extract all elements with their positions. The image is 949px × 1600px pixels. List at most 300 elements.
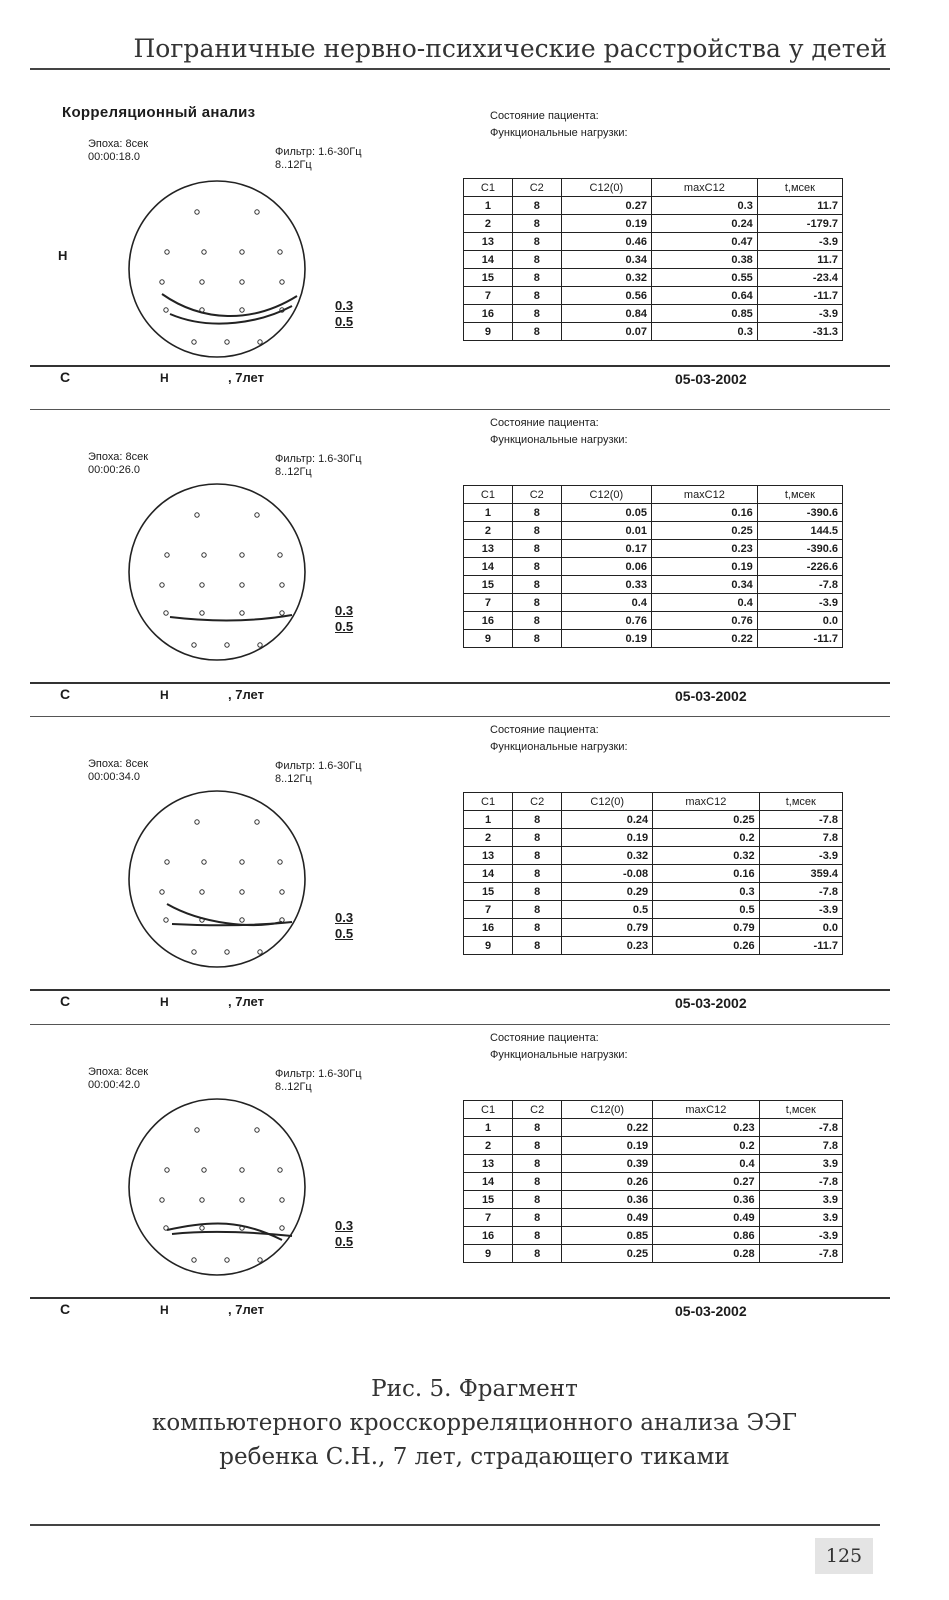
table-header-row bbox=[464, 1101, 843, 1119]
caption-line-3: ребенка С.Н., 7 лет, страдающего тиками bbox=[219, 1444, 730, 1470]
scale-value-bottom: 0.5 bbox=[335, 926, 354, 941]
column-header: С2 bbox=[513, 1101, 562, 1119]
electrode-marker bbox=[280, 1226, 284, 1230]
head-outline bbox=[129, 791, 305, 967]
table-cell: 0.0 bbox=[759, 919, 842, 937]
table-row bbox=[464, 901, 843, 919]
epoch-block bbox=[88, 138, 148, 164]
table-cell: 13 bbox=[464, 1155, 513, 1173]
table-cell: 359.4 bbox=[759, 865, 842, 883]
table-row bbox=[464, 612, 843, 630]
table-row bbox=[464, 233, 843, 251]
table-cell: 0.76 bbox=[651, 612, 757, 630]
epoch-label: Эпоха: 8сек bbox=[88, 758, 149, 770]
table-cell: 0.2 bbox=[653, 1137, 759, 1155]
record-date: 05-03-2002 bbox=[675, 995, 747, 1011]
table-cell: 0.19 bbox=[562, 829, 653, 847]
table-cell: -11.7 bbox=[757, 630, 842, 648]
electrode-marker bbox=[240, 860, 244, 864]
table-cell: 8 bbox=[513, 901, 562, 919]
table-cell: 0.64 bbox=[651, 287, 757, 305]
table-cell: -390.6 bbox=[757, 504, 842, 522]
table-cell: -11.7 bbox=[757, 287, 842, 305]
epoch-label: Эпоха: 8сек bbox=[88, 1066, 149, 1078]
table-cell: 0.32 bbox=[561, 269, 651, 287]
table-cell: 0.19 bbox=[561, 215, 651, 233]
table-cell: 0.86 bbox=[653, 1227, 759, 1245]
epoch-block bbox=[88, 1066, 148, 1092]
table-cell: 0.23 bbox=[653, 1119, 759, 1137]
table-cell: -7.8 bbox=[759, 883, 842, 901]
status-block bbox=[490, 722, 628, 756]
scale-value-bottom: 0.5 bbox=[335, 314, 354, 329]
correlation-link-line bbox=[172, 1232, 292, 1236]
correlation-table bbox=[463, 792, 843, 955]
electrode-marker bbox=[280, 890, 284, 894]
electrode-marker bbox=[200, 890, 204, 894]
electrode-marker bbox=[164, 308, 168, 312]
electrode-marker bbox=[240, 611, 244, 615]
electrode-marker bbox=[202, 250, 206, 254]
table-cell: 0.3 bbox=[651, 197, 757, 215]
table-cell: 0.3 bbox=[653, 883, 759, 901]
electrode-marker bbox=[255, 820, 259, 824]
table-cell: 7.8 bbox=[759, 1137, 842, 1155]
table-cell: 0.36 bbox=[653, 1191, 759, 1209]
electrode-marker bbox=[192, 643, 196, 647]
electrode-marker bbox=[240, 918, 244, 922]
table-cell: 8 bbox=[513, 1155, 562, 1173]
table-cell: 8 bbox=[513, 811, 562, 829]
scale-value-top: 0.3 bbox=[335, 603, 354, 618]
table-cell: 0.19 bbox=[562, 1137, 653, 1155]
table-cell: 7 bbox=[464, 1209, 513, 1227]
electrode-marker bbox=[240, 280, 244, 284]
table-cell: -11.7 bbox=[759, 937, 842, 955]
table-cell: 0.79 bbox=[562, 919, 653, 937]
table-row bbox=[464, 594, 843, 612]
table-row bbox=[464, 504, 843, 522]
table-cell: -23.4 bbox=[757, 269, 842, 287]
electrode-marker bbox=[165, 553, 169, 557]
electrode-marker bbox=[195, 513, 199, 517]
table-cell: 0.2 bbox=[653, 829, 759, 847]
table-cell: 0.23 bbox=[562, 937, 653, 955]
electrode-marker bbox=[202, 553, 206, 557]
patient-status-label: Состояние пациента: bbox=[490, 724, 599, 736]
table-cell: 3.9 bbox=[759, 1191, 842, 1209]
table-row bbox=[464, 558, 843, 576]
frequency-band: 8..12Гц bbox=[275, 773, 312, 785]
electrode-marker bbox=[240, 553, 244, 557]
table-cell: 0.34 bbox=[561, 251, 651, 269]
table-cell: -226.6 bbox=[757, 558, 842, 576]
patient-status-label: Состояние пациента: bbox=[490, 1032, 599, 1044]
table-row bbox=[464, 540, 843, 558]
table-cell: 0.32 bbox=[562, 847, 653, 865]
table-row bbox=[464, 829, 843, 847]
filter-label: Фильтр: 1.6-30Гц bbox=[275, 1068, 362, 1080]
scale-value-bottom: 0.5 bbox=[335, 619, 354, 634]
table-cell: 0.07 bbox=[561, 323, 651, 341]
table-cell: 1 bbox=[464, 504, 513, 522]
head-outline bbox=[129, 484, 305, 660]
table-cell: -179.7 bbox=[757, 215, 842, 233]
figure-caption bbox=[0, 1372, 949, 1474]
table-cell: -7.8 bbox=[759, 1119, 842, 1137]
electrode-marker bbox=[255, 1128, 259, 1132]
table-cell: 14 bbox=[464, 865, 513, 883]
table-cell: 7 bbox=[464, 901, 513, 919]
column-header: С1 bbox=[464, 1101, 513, 1119]
table-cell: 0.32 bbox=[653, 847, 759, 865]
table-cell: 8 bbox=[513, 1227, 562, 1245]
caption-line-1: Рис. 5. Фрагмент bbox=[371, 1376, 578, 1402]
table-cell: 3.9 bbox=[759, 1155, 842, 1173]
epoch-label: Эпоха: 8сек bbox=[88, 138, 149, 150]
electrode-marker bbox=[192, 340, 196, 344]
electrode-marker bbox=[200, 1198, 204, 1202]
table-cell: 15 bbox=[464, 269, 513, 287]
table-cell: 0.22 bbox=[651, 630, 757, 648]
electrode-marker bbox=[278, 860, 282, 864]
electrode-marker bbox=[225, 1258, 229, 1262]
table-cell: 7 bbox=[464, 594, 513, 612]
table-row bbox=[464, 1137, 843, 1155]
electrode-marker bbox=[165, 250, 169, 254]
patient-age: , 7лет bbox=[228, 370, 264, 385]
bottom-rule bbox=[30, 1524, 880, 1526]
table-cell: 16 bbox=[464, 1227, 513, 1245]
table-cell: 0.0 bbox=[757, 612, 842, 630]
electrode-head-diagram bbox=[122, 1092, 312, 1282]
table-cell: 7 bbox=[464, 287, 513, 305]
table-cell: 0.85 bbox=[562, 1227, 653, 1245]
electrode-marker bbox=[280, 611, 284, 615]
electrode-marker bbox=[160, 1198, 164, 1202]
footer-rule bbox=[30, 989, 890, 991]
column-header: t,мсек bbox=[757, 179, 842, 197]
table-cell: 8 bbox=[512, 305, 561, 323]
table-row bbox=[464, 1173, 843, 1191]
section-divider bbox=[30, 1024, 890, 1025]
column-header: С12(0) bbox=[561, 486, 651, 504]
column-header: maxC12 bbox=[653, 1101, 759, 1119]
table-cell: 0.26 bbox=[653, 937, 759, 955]
column-header: t,мсек bbox=[759, 1101, 842, 1119]
electrode-marker bbox=[225, 340, 229, 344]
electrode-marker bbox=[258, 1258, 262, 1262]
table-cell: 0.46 bbox=[561, 233, 651, 251]
table-cell: 0.25 bbox=[653, 811, 759, 829]
table-row bbox=[464, 883, 843, 901]
table-row bbox=[464, 865, 843, 883]
epoch-block bbox=[88, 451, 148, 477]
patient-initial-name: Н bbox=[160, 995, 169, 1009]
table-cell: -7.8 bbox=[757, 576, 842, 594]
table-cell: 8 bbox=[513, 937, 562, 955]
electrode-marker bbox=[195, 1128, 199, 1132]
electrode-marker bbox=[200, 280, 204, 284]
table-row bbox=[464, 269, 843, 287]
column-header: maxC12 bbox=[651, 179, 757, 197]
electrode-marker bbox=[192, 950, 196, 954]
table-cell: 13 bbox=[464, 540, 513, 558]
table-cell: 2 bbox=[464, 1137, 513, 1155]
column-header: С1 bbox=[464, 793, 513, 811]
correlation-link-line bbox=[170, 615, 292, 621]
table-cell: 8 bbox=[513, 919, 562, 937]
electrode-marker bbox=[280, 280, 284, 284]
table-cell: 0.17 bbox=[561, 540, 651, 558]
table-cell: 0.85 bbox=[651, 305, 757, 323]
table-cell: 13 bbox=[464, 233, 513, 251]
table-cell: -3.9 bbox=[759, 847, 842, 865]
table-row bbox=[464, 251, 843, 269]
electrode-marker bbox=[192, 1258, 196, 1262]
filter-block bbox=[275, 1068, 362, 1094]
electrode-marker bbox=[255, 513, 259, 517]
column-header: t,мсек bbox=[759, 793, 842, 811]
electrode-marker bbox=[240, 1168, 244, 1172]
footer-rule bbox=[30, 365, 890, 367]
table-header-row bbox=[464, 486, 843, 504]
epoch-block bbox=[88, 758, 148, 784]
table-cell: 8 bbox=[512, 215, 561, 233]
table-cell: 8 bbox=[513, 1137, 562, 1155]
table-cell: 0.01 bbox=[561, 522, 651, 540]
status-block bbox=[490, 415, 628, 449]
electrode-marker bbox=[225, 643, 229, 647]
status-block bbox=[490, 108, 628, 142]
table-cell: 0.27 bbox=[561, 197, 651, 215]
table-cell: 9 bbox=[464, 937, 513, 955]
table-cell: 0.23 bbox=[651, 540, 757, 558]
table-cell: 0.06 bbox=[561, 558, 651, 576]
table-cell: 9 bbox=[464, 630, 513, 648]
table-cell: 0.25 bbox=[562, 1245, 653, 1263]
table-cell: 9 bbox=[464, 323, 513, 341]
table-cell: 8 bbox=[512, 269, 561, 287]
table-row bbox=[464, 1245, 843, 1263]
table-cell: 15 bbox=[464, 1191, 513, 1209]
table-cell: 0.26 bbox=[562, 1173, 653, 1191]
functional-load-label: Функциональные нагрузки: bbox=[490, 127, 628, 139]
table-cell: 0.16 bbox=[653, 865, 759, 883]
column-header: maxC12 bbox=[651, 486, 757, 504]
column-header: С2 bbox=[512, 179, 561, 197]
table-cell: 13 bbox=[464, 847, 513, 865]
electrode-head-diagram bbox=[122, 477, 312, 667]
table-cell: 8 bbox=[512, 287, 561, 305]
table-row bbox=[464, 1155, 843, 1173]
table-row bbox=[464, 811, 843, 829]
table-header-row bbox=[464, 179, 843, 197]
electrode-marker bbox=[202, 1168, 206, 1172]
table-cell: 0.16 bbox=[651, 504, 757, 522]
table-row bbox=[464, 1191, 843, 1209]
scale-value-top: 0.3 bbox=[335, 910, 354, 925]
table-cell: 0.28 bbox=[653, 1245, 759, 1263]
table-cell: 144.5 bbox=[757, 522, 842, 540]
correlation-link-line bbox=[167, 904, 282, 925]
table-cell: 0.4 bbox=[653, 1155, 759, 1173]
table-cell: 16 bbox=[464, 305, 513, 323]
table-cell: 8 bbox=[513, 883, 562, 901]
table-cell: 1 bbox=[464, 197, 513, 215]
electrode-marker bbox=[200, 1226, 204, 1230]
correlation-table bbox=[463, 1100, 843, 1263]
table-cell: 0.34 bbox=[651, 576, 757, 594]
table-row bbox=[464, 1119, 843, 1137]
electrode-marker bbox=[160, 583, 164, 587]
correlation-table bbox=[463, 485, 843, 648]
table-cell: 8 bbox=[512, 197, 561, 215]
table-cell: 16 bbox=[464, 612, 513, 630]
electrode-marker bbox=[278, 1168, 282, 1172]
table-cell: 2 bbox=[464, 829, 513, 847]
table-row bbox=[464, 1227, 843, 1245]
electrode-marker bbox=[160, 890, 164, 894]
table-cell: -3.9 bbox=[757, 305, 842, 323]
head-outline bbox=[129, 181, 305, 357]
electrode-marker bbox=[165, 1168, 169, 1172]
table-cell: 8 bbox=[513, 829, 562, 847]
table-cell: 1 bbox=[464, 1119, 513, 1137]
table-row bbox=[464, 1209, 843, 1227]
table-cell: 0.33 bbox=[561, 576, 651, 594]
electrode-marker bbox=[240, 250, 244, 254]
table-row bbox=[464, 522, 843, 540]
table-cell: 0.19 bbox=[561, 630, 651, 648]
table-cell: 7.8 bbox=[759, 829, 842, 847]
footer-rule bbox=[30, 1297, 890, 1299]
electrode-marker bbox=[164, 611, 168, 615]
functional-load-label: Функциональные нагрузки: bbox=[490, 1049, 628, 1061]
table-cell: 0.19 bbox=[651, 558, 757, 576]
status-block bbox=[490, 1030, 628, 1064]
patient-status-label: Состояние пациента: bbox=[490, 110, 599, 122]
table-cell: 0.38 bbox=[651, 251, 757, 269]
electrode-marker bbox=[240, 583, 244, 587]
functional-load-label: Функциональные нагрузки: bbox=[490, 741, 628, 753]
table-cell: 8 bbox=[512, 522, 561, 540]
electrode-marker bbox=[165, 860, 169, 864]
table-cell: -3.9 bbox=[759, 901, 842, 919]
record-date: 05-03-2002 bbox=[675, 688, 747, 704]
table-row bbox=[464, 630, 843, 648]
table-cell: 8 bbox=[513, 847, 562, 865]
patient-age: , 7лет bbox=[228, 687, 264, 702]
electrode-marker bbox=[278, 250, 282, 254]
footer-rule bbox=[30, 682, 890, 684]
page-number: 125 bbox=[815, 1538, 873, 1574]
patient-initial-surname: С bbox=[60, 686, 71, 702]
table-cell: 8 bbox=[513, 1173, 562, 1191]
table-cell: 0.76 bbox=[561, 612, 651, 630]
epoch-time: 00:00:34.0 bbox=[88, 771, 140, 783]
table-cell: 0.55 bbox=[651, 269, 757, 287]
electrode-marker bbox=[240, 890, 244, 894]
electrode-marker bbox=[225, 950, 229, 954]
patient-initial-name: Н bbox=[160, 1303, 169, 1317]
correlation-table bbox=[463, 178, 843, 341]
patient-initial-name: Н bbox=[160, 688, 169, 702]
column-header: t,мсек bbox=[757, 486, 842, 504]
caption-line-2: компьютерного кросскорреляционного анализа ЭЭГ bbox=[152, 1410, 797, 1436]
epoch-time: 00:00:26.0 bbox=[88, 464, 140, 476]
table-cell: 0.05 bbox=[561, 504, 651, 522]
electrode-head-diagram bbox=[122, 174, 312, 364]
patient-initial-surname: С bbox=[60, 1301, 71, 1317]
table-cell: 0.36 bbox=[562, 1191, 653, 1209]
table-row bbox=[464, 847, 843, 865]
electrode-marker bbox=[240, 308, 244, 312]
electrode-marker bbox=[200, 611, 204, 615]
epoch-time: 00:00:18.0 bbox=[88, 151, 140, 163]
table-cell: 14 bbox=[464, 251, 513, 269]
table-cell: 8 bbox=[513, 1209, 562, 1227]
table-cell: 0.25 bbox=[651, 522, 757, 540]
analysis-panel bbox=[30, 1030, 890, 1330]
table-row bbox=[464, 197, 843, 215]
table-cell: 8 bbox=[512, 233, 561, 251]
electrode-marker bbox=[202, 860, 206, 864]
filter-block bbox=[275, 760, 362, 786]
table-cell: 8 bbox=[512, 630, 561, 648]
table-cell: 0.4 bbox=[651, 594, 757, 612]
filter-block bbox=[275, 453, 362, 479]
table-row bbox=[464, 287, 843, 305]
column-header: С1 bbox=[464, 179, 513, 197]
table-row bbox=[464, 576, 843, 594]
filter-label: Фильтр: 1.6-30Гц bbox=[275, 453, 362, 465]
electrode-marker bbox=[258, 950, 262, 954]
section-divider bbox=[30, 716, 890, 717]
column-header: С12(0) bbox=[562, 793, 653, 811]
table-cell: 2 bbox=[464, 522, 513, 540]
running-header: Пограничные нервно-психические расстройства у детей bbox=[133, 34, 887, 63]
table-cell: -7.8 bbox=[759, 811, 842, 829]
patient-status-label: Состояние пациента: bbox=[490, 417, 599, 429]
table-cell: 0.22 bbox=[562, 1119, 653, 1137]
table-cell: 11.7 bbox=[757, 197, 842, 215]
electrode-head-diagram bbox=[122, 784, 312, 974]
table-cell: 14 bbox=[464, 1173, 513, 1191]
table-cell: 8 bbox=[513, 1191, 562, 1209]
filter-label: Фильтр: 1.6-30Гц bbox=[275, 760, 362, 772]
table-row bbox=[464, 305, 843, 323]
table-cell: 14 bbox=[464, 558, 513, 576]
scale-value-top: 0.3 bbox=[335, 1218, 354, 1233]
record-date: 05-03-2002 bbox=[675, 1303, 747, 1319]
column-header: С1 bbox=[464, 486, 513, 504]
table-cell: 8 bbox=[513, 865, 562, 883]
table-cell: 8 bbox=[512, 323, 561, 341]
table-cell: 0.49 bbox=[562, 1209, 653, 1227]
table-cell: 15 bbox=[464, 576, 513, 594]
table-cell: 0.24 bbox=[562, 811, 653, 829]
table-cell: -7.8 bbox=[759, 1245, 842, 1263]
table-cell: 11.7 bbox=[757, 251, 842, 269]
table-cell: 3.9 bbox=[759, 1209, 842, 1227]
table-cell: 8 bbox=[512, 251, 561, 269]
patient-initial-name: Н bbox=[160, 371, 169, 385]
electrode-marker bbox=[280, 583, 284, 587]
patient-age: , 7лет bbox=[228, 1302, 264, 1317]
table-cell: 8 bbox=[512, 504, 561, 522]
table-cell: 0.27 bbox=[653, 1173, 759, 1191]
